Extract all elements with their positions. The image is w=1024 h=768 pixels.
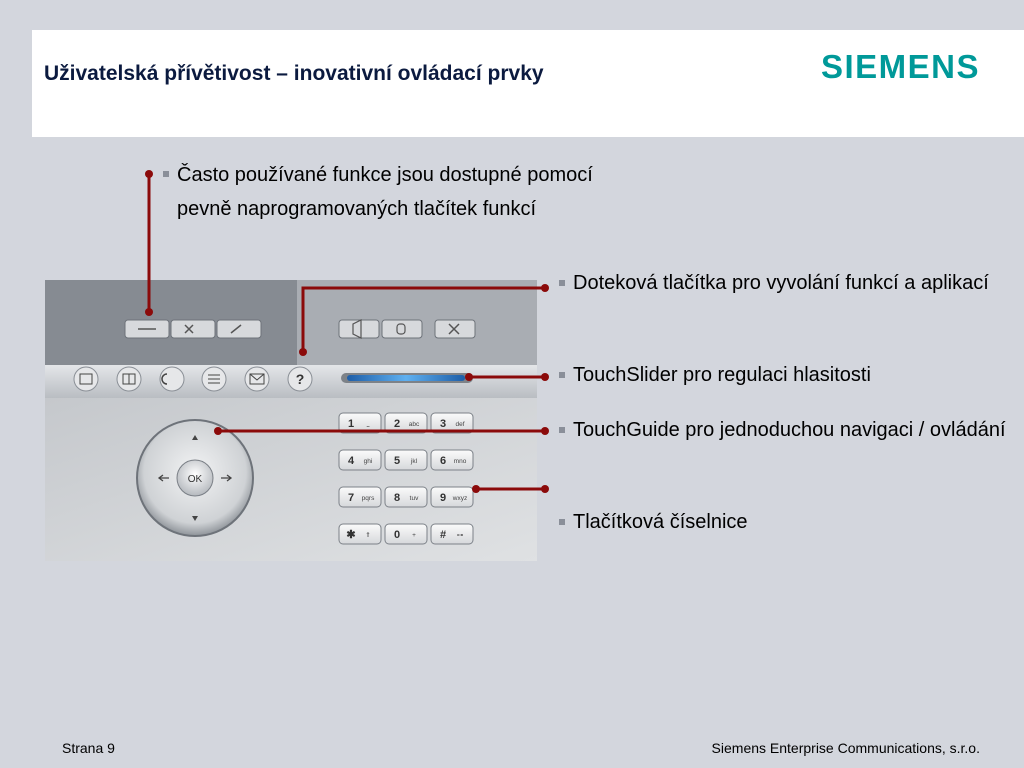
keypad-key-6	[431, 450, 473, 470]
keypad-digit: 0	[393, 529, 401, 541]
bullet-text: Tlačítková číselnice	[573, 511, 748, 533]
keypad-key-10	[339, 524, 381, 544]
keypad-key-5	[385, 450, 427, 470]
bullet-text: Doteková tlačítka pro vyvolání funkcí a aplikací	[573, 272, 989, 294]
bullet-marker	[559, 372, 565, 378]
keypad-letters: tuv	[409, 495, 419, 502]
keypad-letters: ⇑	[365, 532, 371, 539]
bullet-fixed-function-keys	[177, 158, 637, 226]
bullet-touch-keys	[573, 265, 1023, 301]
keypad-key-1	[339, 413, 381, 433]
keypad-digit: 6	[439, 455, 447, 467]
keypad-key-11	[385, 524, 427, 544]
phone-photo	[45, 280, 537, 561]
keypad-key-12	[431, 524, 473, 544]
bullet-marker	[559, 427, 565, 433]
bullet-marker	[559, 280, 565, 286]
bullet-marker	[163, 171, 169, 177]
keypad-key-7	[339, 487, 381, 507]
keypad-digit: ✱	[346, 529, 356, 541]
keypad-digit: #	[439, 529, 447, 541]
keypad-digit: 9	[439, 492, 447, 504]
keypad-digit: 5	[393, 455, 401, 467]
keypad-key-9	[431, 487, 473, 507]
slide-header	[32, 30, 1024, 137]
bullet-text: TouchSlider pro regulaci hlasitosti	[573, 364, 871, 386]
keypad-digit: 3	[439, 418, 447, 430]
keypad-letters: abc	[408, 421, 420, 428]
keypad-letters: mno	[453, 458, 467, 465]
keypad-letters: ⎵	[366, 421, 370, 428]
keypad-letters: ⊶	[456, 532, 464, 539]
slide-title: Uživatelská přívětivost – inovativní ovládací prvky	[44, 62, 544, 85]
keypad-digit: 8	[393, 492, 401, 504]
bullet-text: Často používané funkce jsou dostupné pomocí pevně naprogramovaných tlačítek funkcí	[177, 164, 593, 220]
keypad-key-4	[339, 450, 381, 470]
touchguide-navigation	[137, 420, 253, 536]
keypad-key-8	[385, 487, 427, 507]
keypad-letters: def	[455, 421, 465, 428]
keypad-letters: ghi	[363, 458, 373, 465]
keypad-key-3	[431, 413, 473, 433]
keypad-digit: 7	[347, 492, 355, 504]
touch-slider	[347, 375, 465, 381]
page-number: Strana 9	[62, 740, 115, 756]
company-name: Siemens Enterprise Communications, s.r.o.	[711, 740, 980, 756]
bullet-keypad	[573, 504, 1013, 540]
bullet-marker	[559, 519, 565, 525]
keypad-digit: 2	[393, 418, 401, 430]
keypad-letters: pqrs	[361, 495, 375, 502]
phone-illustration	[45, 280, 537, 561]
svg-text:?: ?	[295, 371, 305, 387]
ok-label: OK	[187, 474, 203, 485]
keypad-letters: jkl	[410, 458, 418, 465]
keypad-digit: 1	[347, 418, 355, 430]
bullet-touchguide	[573, 412, 1023, 448]
bullet-text: TouchGuide pro jednoduchou navigaci / ovládání	[573, 419, 1006, 441]
keypad-letters: wxyz	[452, 495, 468, 502]
siemens-logo: SIEMENS	[820, 48, 980, 85]
keypad-key-2	[385, 413, 427, 433]
fixed-function-keys-right	[339, 320, 475, 338]
bullet-touchslider	[573, 357, 1013, 393]
keypad-letters: +	[412, 532, 416, 539]
keypad-digit: 4	[347, 455, 355, 467]
fixed-function-keys-left	[125, 320, 261, 338]
